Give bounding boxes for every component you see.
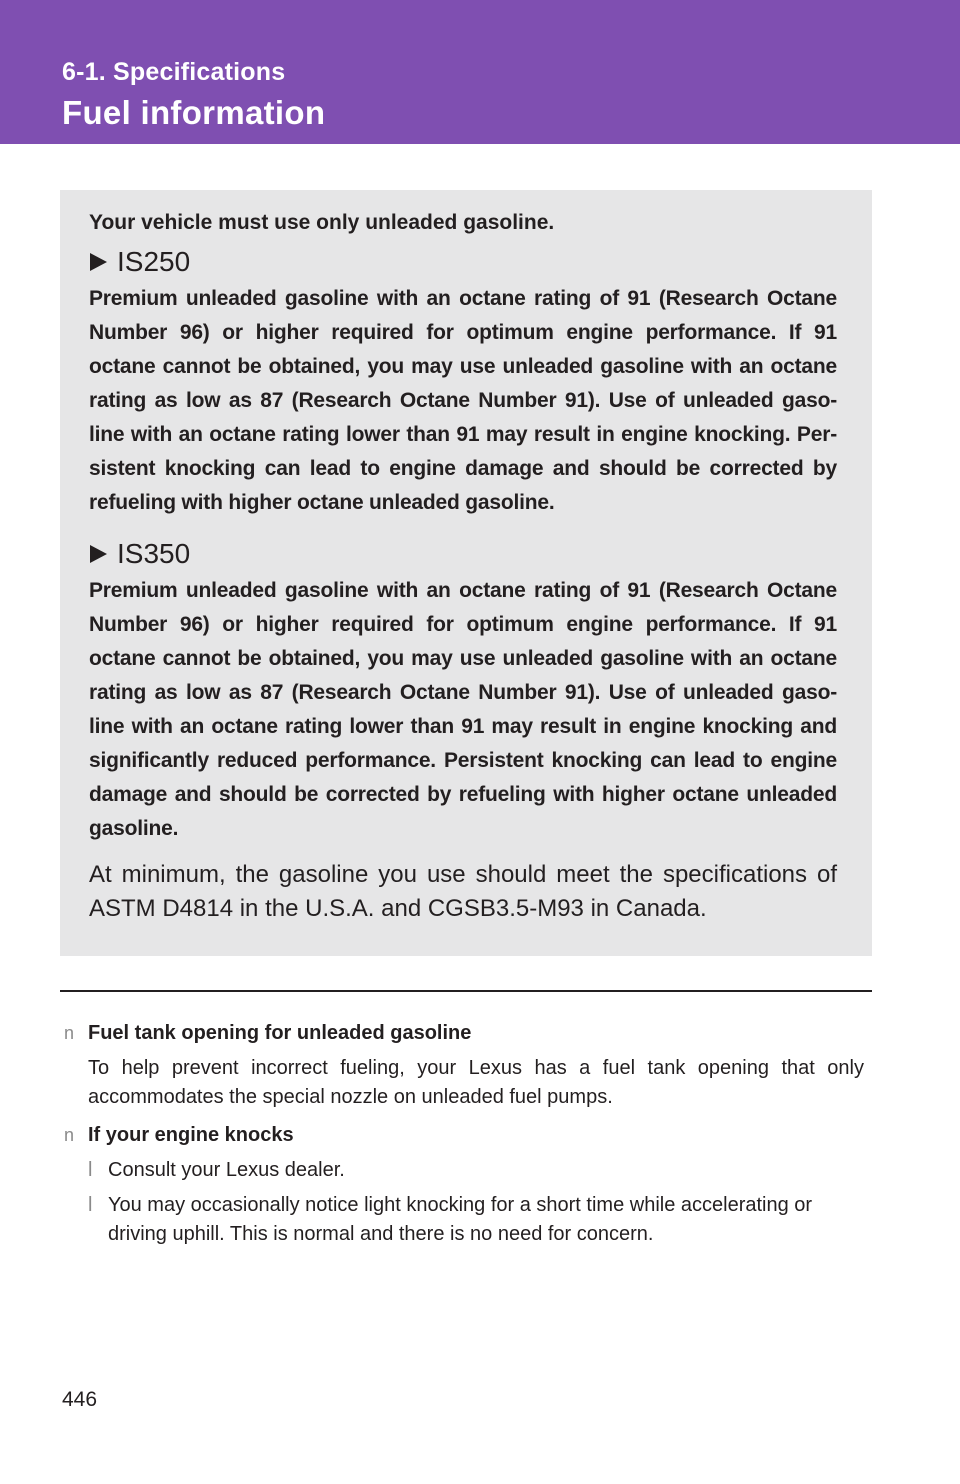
model-name: IS250 [117,246,191,277]
list-item [88,1156,864,1185]
fuel-info-box [60,190,872,956]
note-heading-fuel-tank [64,1018,864,1048]
model-name: IS350 [117,538,191,569]
square-bullet-icon: n [64,1125,75,1145]
section-divider [60,990,872,992]
triangle-right-icon [90,253,107,271]
dot-bullet-icon: l [88,1159,93,1181]
list-item-text: You may occasionally notice light knocking for a short time while accelerating or driving uphill. This is normal and there is no need for concern. [108,1194,813,1245]
note-heading-text: Fuel tank opening for unleaded gasoline [88,1022,472,1044]
note-heading-engine-knocks [64,1120,864,1150]
model-heading-is250 [89,244,837,280]
intro-text: Your vehicle must use only unleaded gasoline. [89,211,555,234]
model-description-is350: Premium unleaded gasoline with an octane rating of 91 (Research Octane Number 96) or higher required for optimum engine performance. If 91 octane cannot be obtained, you may use unleaded gasoline with an octane rating as low as 87 (Research Octane Number 91). Use of unleaded gaso-line with an octane rating lower than 91 may result in engine knocking and significantly reduced performance. Persistent knocking can lead to engine damage and should be corrected by refueling with higher octane unleaded gasoline. [89,579,837,840]
page-number: 446 [62,1388,98,1411]
section-label: 6-1. Specifications [62,58,286,86]
list-item [88,1191,864,1249]
note-heading-text: If your engine knocks [88,1124,294,1146]
model-description-is250: Premium unleaded gasoline with an octane rating of 91 (Research Octane Number 96) or higher required for optimum engine performance. If 91 octane cannot be obtained, you may use unleaded gasoline with an octane rating as low as 87 (Research Octane Number 91). Use of unleaded gaso-line with an octane rating lower than 91 may result in engine knocking. Per-sistent knocking can lead to engine damage and should be corrected by refueling with higher octane unleaded gasoline. [89,287,837,514]
page-header [0,0,960,144]
triangle-right-icon [90,545,107,563]
notes-section [64,1018,864,1249]
list-item-text: Consult your Lexus dealer. [108,1159,345,1181]
dot-bullet-icon: l [88,1194,93,1216]
note-body-fuel-tank: To help prevent incorrect fueling, your Lexus has a fuel tank opening that only accommodates the special nozzle on unleaded fuel pumps. [88,1057,864,1108]
model-heading-is350 [89,536,837,572]
closing-text: At minimum, the gasoline you use should meet the specifications of ASTM D4814 in the U.S.A. and CGSB3.5-M93 in Canada. [89,861,837,922]
page-title: Fuel information [62,94,326,131]
square-bullet-icon: n [64,1023,75,1043]
